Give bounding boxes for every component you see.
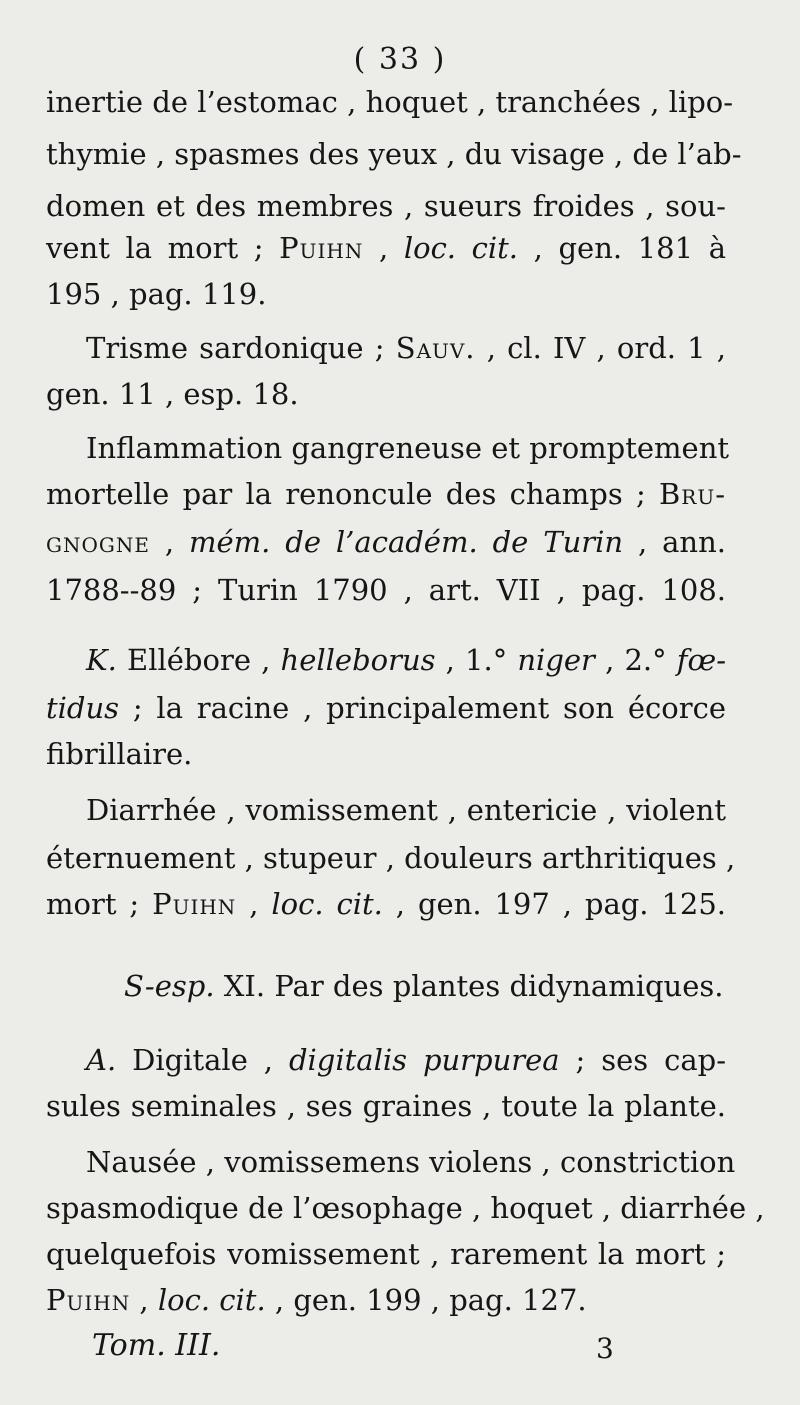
text-line — [46, 474, 726, 514]
text-fragment: ; ses cap- — [559, 1043, 727, 1077]
text-line: sules seminales , ses graines , toute la plante. — [46, 1089, 726, 1123]
text-fragment: vent la mort ; — [46, 231, 280, 265]
text-fragment: Digitale , — [116, 1043, 289, 1077]
text-line — [86, 640, 726, 680]
citation-abbrev: loc. cit. — [271, 887, 383, 921]
author-name: Puihn — [46, 1283, 131, 1317]
text-fragment: , — [130, 1283, 158, 1317]
text-fragment: mort ; — [46, 887, 153, 921]
text-fragment: , — [149, 525, 189, 559]
text-line: Diarrhée , vomissement , entericie , violent — [86, 793, 726, 827]
citation-abbrev: loc. cit. — [403, 231, 519, 265]
text-fragment: , — [363, 231, 404, 265]
journal-title: mém. de l’académ. de Turin — [189, 525, 624, 559]
latin-name: digitalis purpurea — [288, 1043, 560, 1077]
text-fragment: mortelle par la renoncule des champs ; — [46, 477, 659, 511]
author-name: gnogne — [46, 525, 150, 559]
text-fragment: , 2.° — [594, 643, 677, 677]
text-line — [46, 884, 726, 924]
text-line: quelquefois vomissement , rarement la mort ; — [46, 1237, 726, 1271]
text-fragment: , gen. 181 à — [518, 231, 726, 265]
text-line: inertie de l’estomac , hoquet , tranchées , lipo- — [46, 85, 734, 119]
author-name: Bru- — [658, 477, 726, 511]
text-fragment: , gen. 199 , pag. 127. — [265, 1283, 587, 1317]
text-line: fibrillaire. — [46, 737, 193, 771]
text-fragment: Trisme sardonique ; — [86, 331, 396, 365]
text-fragment: , — [236, 887, 272, 921]
text-line — [46, 522, 726, 562]
latin-name: fœ- — [676, 643, 726, 677]
text-fragment: Ellébore , — [116, 643, 281, 677]
text-line: domen et des membres , sueurs froides , sou- — [46, 189, 726, 223]
text-line: Inflammation gangreneuse et promptement — [86, 431, 730, 465]
text-line: thymie , spasmes des yeux , du visage , de l’ab- — [46, 137, 742, 171]
text-line: spasmodique de l’œsophage , hoquet , diarrhée , — [46, 1191, 765, 1225]
volume-label: Tom. III. — [92, 1328, 221, 1363]
text-fragment: ; la racine , principalement son écorce — [119, 691, 726, 725]
text-line: Nausée , vomissemens violens , constriction — [86, 1145, 736, 1179]
latin-name: niger — [517, 643, 595, 677]
text-fragment: XI. Par des plantes didynamiques. — [214, 969, 724, 1003]
section-letter: A. — [86, 1043, 117, 1077]
section-letter: K. — [86, 643, 117, 677]
text-fragment: , gen. 197 , pag. 125. — [382, 887, 727, 921]
text-line — [46, 688, 726, 728]
author-name: Puihn — [279, 231, 364, 265]
text-line — [46, 228, 726, 268]
text-line: 1788--89 ; Turin 1790 , art. VII , pag. 108. — [46, 573, 726, 607]
author-name: Sauv. — [395, 331, 476, 365]
text-line — [86, 1040, 726, 1080]
text-fragment: , cl. IV , ord. 1 , — [475, 331, 726, 365]
text-line: 195 , pag. 119. — [46, 277, 267, 311]
signature-mark: 3 — [596, 1332, 614, 1365]
subsection-heading — [124, 966, 724, 1006]
text-fragment: , 1.° — [435, 643, 518, 677]
latin-name: helleborus — [280, 643, 436, 677]
citation-abbrev: loc. cit. — [157, 1283, 266, 1317]
text-line — [46, 1280, 726, 1320]
author-name: Puihn — [152, 887, 237, 921]
text-line: gen. 11 , esp. 18. — [46, 377, 299, 411]
text-line — [86, 328, 726, 368]
subsection-label: S-esp. — [124, 969, 215, 1003]
text-line: éternuement , stupeur , douleurs arthritiques , — [46, 841, 736, 875]
page-number: ( 33 ) — [353, 42, 447, 77]
text-fragment: , ann. — [623, 525, 726, 559]
latin-name: tidus — [46, 691, 120, 725]
